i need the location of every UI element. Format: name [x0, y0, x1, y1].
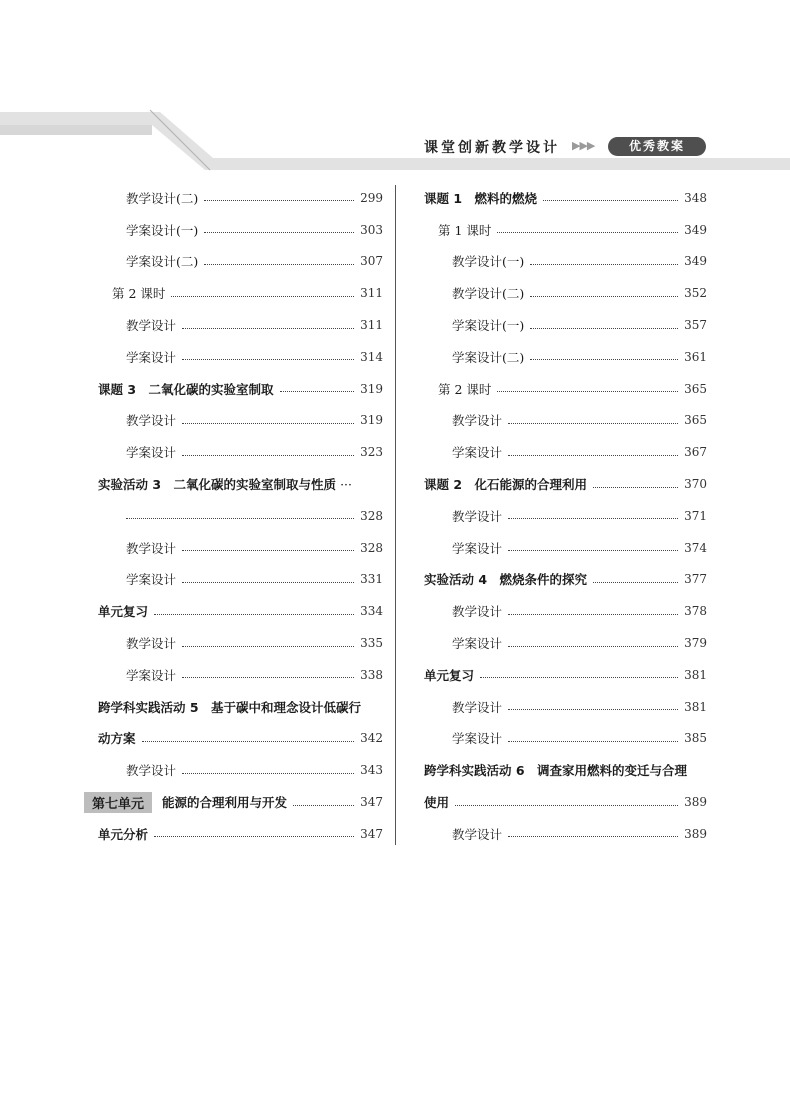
toc-left-column [92, 182, 383, 850]
toc-entry[interactable]: 第 2 课时 311 [112, 286, 383, 302]
toc-entry[interactable]: 教学设计 311 [126, 318, 383, 334]
dot-leader [182, 328, 354, 329]
dot-leader [530, 264, 678, 265]
page-number: 379 [684, 636, 707, 651]
toc-entry[interactable]: 教学设计(二) 352 [452, 286, 707, 302]
toc-entry[interactable]: 教学设计(二) 299 [126, 190, 383, 206]
toc-unit-entry[interactable]: 第七单元 能源的合理利用与开发 347 [84, 786, 383, 818]
page-number: 389 [684, 826, 707, 841]
dot-leader [508, 518, 678, 519]
page-number: 338 [360, 667, 383, 682]
dot-leader [182, 677, 354, 678]
page-number: 371 [684, 508, 707, 523]
toc-entry[interactable]: 教学设计 381 [452, 699, 707, 715]
page-number: 389 [684, 795, 707, 810]
dot-leader [204, 200, 354, 201]
page-number: 381 [684, 667, 707, 682]
dot-leader [204, 232, 354, 233]
dot-leader [126, 518, 354, 519]
page-number: 365 [684, 381, 707, 396]
toc-entry[interactable]: 教学设计 371 [452, 508, 707, 524]
page-number: 328 [360, 508, 383, 523]
page-number: 319 [360, 413, 383, 428]
dot-leader [508, 836, 678, 837]
dot-leader [455, 805, 678, 806]
toc-entry[interactable]: 学案设计 374 [452, 540, 707, 556]
page-number: 352 [684, 286, 707, 301]
toc-entry[interactable]: 学案设计(二) 307 [126, 254, 383, 270]
dot-leader [593, 487, 678, 488]
page-number: 328 [360, 540, 383, 555]
toc-entry[interactable]: 课题 3 二氧化碳的实验室制取 319 [98, 381, 383, 397]
toc-entry[interactable]: 跨学科实践活动 6 调查家用燃料的变迁与合理 [424, 763, 688, 779]
toc-entry[interactable]: 学案设计 367 [452, 445, 707, 461]
dot-leader [497, 232, 678, 233]
toc-entry[interactable]: 实验活动 4 燃烧条件的探究 377 [424, 572, 707, 588]
toc-entry[interactable]: 学案设计 331 [126, 572, 383, 588]
toc-entry[interactable]: 单元复习 334 [98, 604, 383, 620]
toc-entry[interactable]: 学案设计 314 [126, 349, 383, 365]
page-number: 367 [684, 445, 707, 460]
column-divider [395, 185, 396, 845]
page-number: 361 [684, 349, 707, 364]
toc-entry-continuation[interactable]: 动方案 342 [98, 731, 383, 747]
dot-leader [142, 741, 355, 742]
dot-leader-tail: ··· [340, 476, 352, 492]
toc-entry[interactable]: 实验活动 3 二氧化碳的实验室制取与性质 ··· [98, 476, 352, 493]
page-number: 331 [360, 572, 383, 587]
page-number: 342 [360, 731, 383, 746]
page-number: 307 [360, 254, 383, 269]
book-series-title: 课堂创新教学设计 [424, 140, 560, 156]
dot-leader [280, 391, 355, 392]
dot-leader [182, 423, 354, 424]
page-number: 357 [684, 318, 707, 333]
unit-label: 第七单元 [84, 792, 152, 813]
page-number: 335 [360, 636, 383, 651]
page-number: 377 [684, 572, 707, 587]
dot-leader [182, 455, 354, 456]
page-number: 349 [684, 254, 707, 269]
dot-leader [508, 741, 678, 742]
dot-leader [204, 264, 354, 265]
dot-leader [530, 328, 678, 329]
page-number: 374 [684, 540, 707, 555]
section-badge: 优秀教案 [608, 137, 706, 156]
dot-leader [508, 709, 678, 710]
toc-entry[interactable]: 学案设计 379 [452, 636, 707, 652]
dot-leader [182, 550, 354, 551]
toc-entry[interactable]: 第 2 课时 365 [438, 381, 707, 397]
dot-leader [293, 805, 354, 806]
dot-leader [182, 582, 354, 583]
dot-leader [508, 423, 678, 424]
page-number: 385 [684, 731, 707, 746]
page-number: 348 [684, 190, 707, 205]
page-number: 347 [360, 826, 383, 841]
toc-entry[interactable]: 单元分析 347 [98, 826, 383, 842]
toc-entry[interactable]: 课题 2 化石能源的合理利用 370 [424, 477, 707, 493]
page-number: 299 [360, 190, 383, 205]
page-number: 319 [360, 381, 383, 396]
dot-leader [182, 773, 354, 774]
page-number: 311 [360, 318, 383, 333]
toc-entry[interactable]: 教学设计(一) 349 [452, 254, 707, 270]
dot-leader [508, 550, 678, 551]
arrow-decoration-icon: ▶▶▶ [572, 139, 595, 152]
toc-entry[interactable]: 单元复习 381 [424, 667, 707, 683]
toc-entry[interactable]: 学案设计 323 [126, 445, 383, 461]
page-number: 343 [360, 763, 383, 778]
dot-leader [593, 582, 678, 583]
toc-entry[interactable]: 学案设计 338 [126, 667, 383, 683]
page-number: 378 [684, 604, 707, 619]
toc-entry-continuation[interactable] [98, 500, 383, 532]
dot-leader [543, 200, 678, 201]
dot-leader [508, 614, 678, 615]
dot-leader [530, 359, 678, 360]
dot-leader [480, 677, 678, 678]
dot-leader [508, 646, 678, 647]
dot-leader [171, 296, 354, 297]
toc-entry[interactable]: 教学设计 328 [126, 540, 383, 556]
toc-entry[interactable]: 学案设计(二) 361 [452, 349, 707, 365]
dot-leader [154, 836, 354, 837]
dot-leader [497, 391, 678, 392]
page-number: 349 [684, 222, 707, 237]
toc-entry[interactable]: 学案设计(一) 357 [452, 318, 707, 334]
page-number: 323 [360, 445, 383, 460]
toc-entry[interactable]: 教学设计 378 [452, 604, 707, 620]
toc-entry[interactable]: 第 1 课时 349 [438, 222, 707, 238]
page-number: 334 [360, 604, 383, 619]
dot-leader [182, 646, 354, 647]
page-number: 370 [684, 477, 707, 492]
page-number: 365 [684, 413, 707, 428]
toc-entry[interactable]: 教学设计 343 [126, 763, 383, 779]
dot-leader [154, 614, 354, 615]
toc-entry[interactable]: 学案设计(一) 303 [126, 222, 383, 238]
page-number: 347 [360, 795, 383, 810]
dot-leader [530, 296, 678, 297]
toc-entry[interactable]: 教学设计 365 [452, 413, 707, 429]
page-number: 314 [360, 349, 383, 364]
dot-leader [182, 359, 354, 360]
toc-entry[interactable]: 教学设计 389 [452, 826, 707, 842]
toc-entry[interactable]: 教学设计 319 [126, 413, 383, 429]
page-number: 303 [360, 222, 383, 237]
toc-entry[interactable]: 课题 1 燃料的燃烧 348 [424, 190, 707, 206]
toc-right-column [424, 182, 707, 850]
toc-entry[interactable]: 教学设计 335 [126, 636, 383, 652]
dot-leader [508, 455, 678, 456]
page-number: 381 [684, 699, 707, 714]
toc-entry-continuation[interactable]: 使用 389 [424, 795, 707, 811]
toc-entry[interactable]: 学案设计 385 [452, 731, 707, 747]
toc-entry[interactable]: 跨学科实践活动 5 基于碳中和理念设计低碳行 [98, 699, 362, 715]
page-number: 311 [360, 286, 383, 301]
